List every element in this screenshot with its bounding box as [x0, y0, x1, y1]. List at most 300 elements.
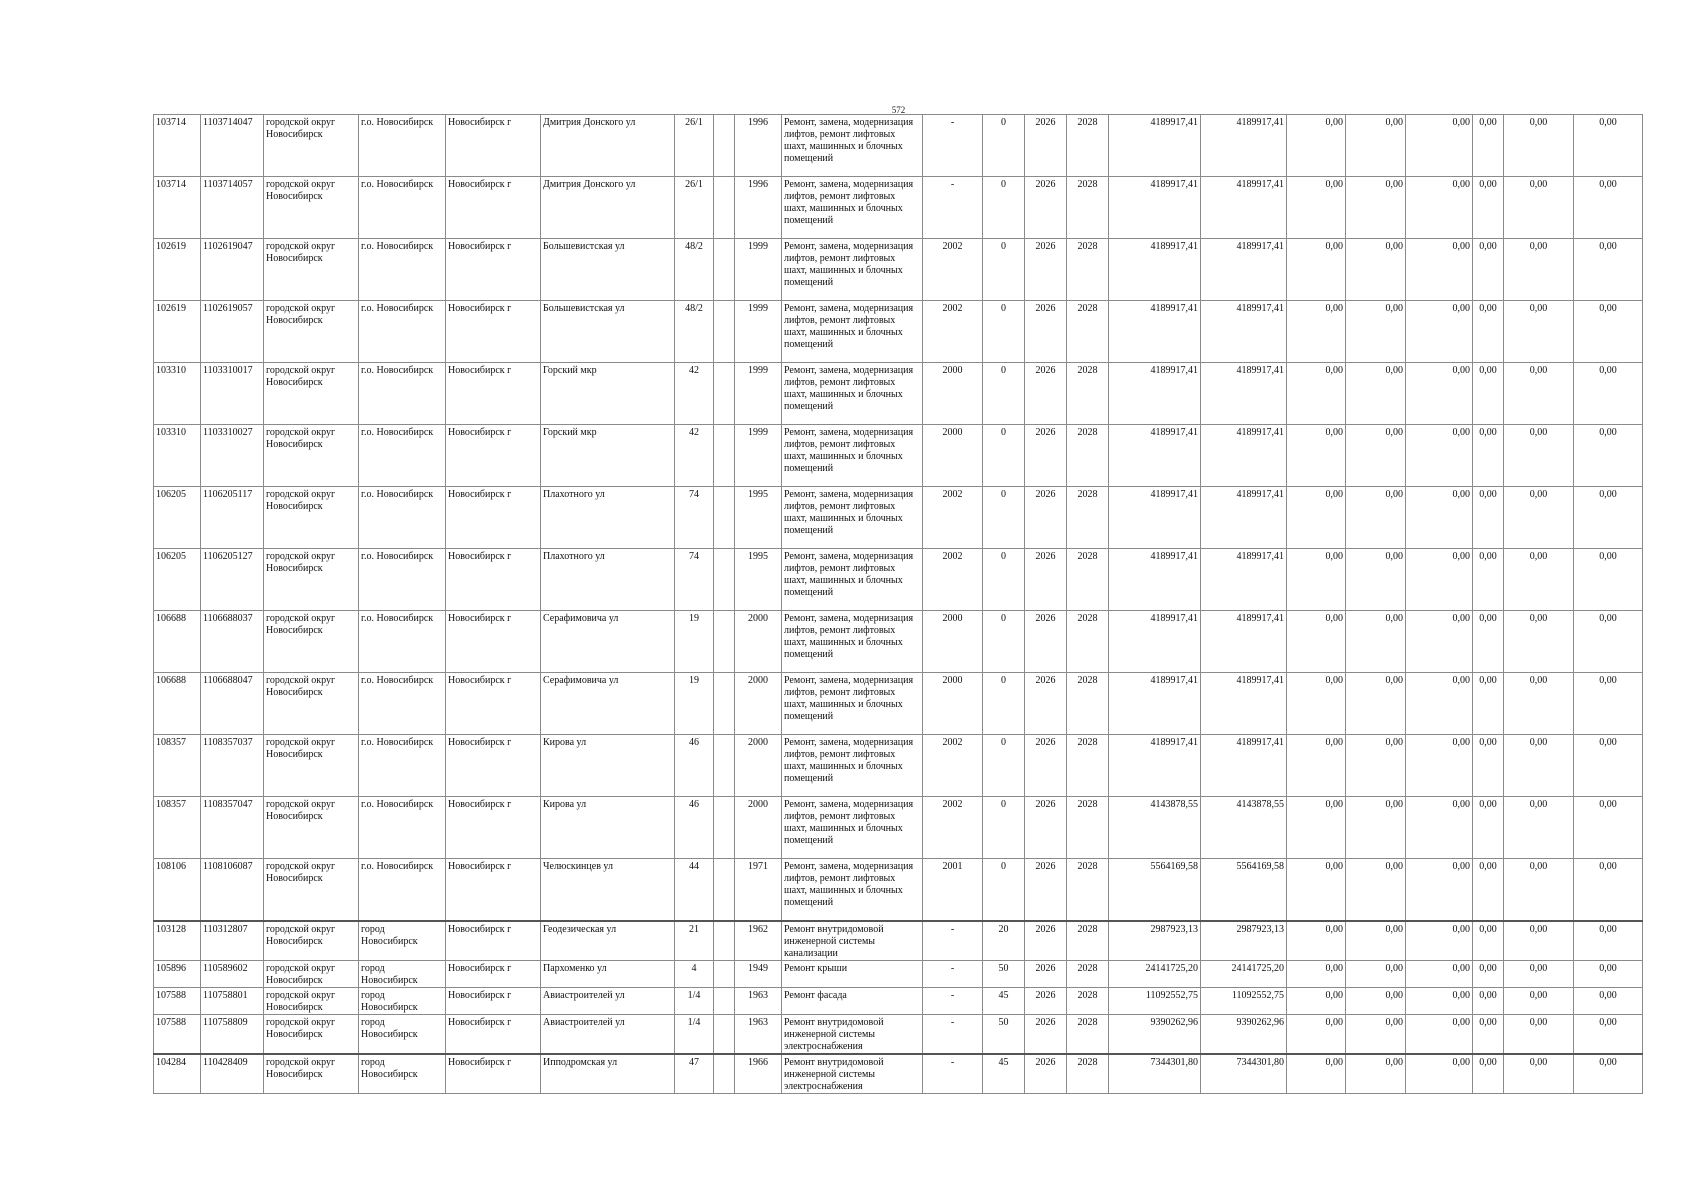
cell-record-id: 107588 — [154, 987, 201, 1014]
cell-house-number: 19 — [675, 611, 714, 673]
cell-other-funds: 0,00 — [1504, 735, 1574, 797]
cell-last-repair-year: 2002 — [923, 301, 983, 363]
cell-record-id: 103128 — [154, 921, 201, 961]
cell-federal-funds: 0,00 — [1287, 921, 1346, 961]
cell-build-year: 1999 — [735, 425, 782, 487]
cell-last-repair-year: - — [923, 1054, 983, 1094]
cell-build-year: 1966 — [735, 1054, 782, 1094]
cell-owner-funds: 0,00 — [1473, 425, 1504, 487]
cell-house-number: 46 — [675, 797, 714, 859]
cell-building-letter — [714, 487, 735, 549]
cell-building-letter — [714, 611, 735, 673]
cell-municipality: городской округ Новосибирск — [264, 921, 359, 961]
cell-work-type: Ремонт крыши — [782, 960, 923, 987]
cell-federal-funds: 0,00 — [1287, 177, 1346, 239]
cell-regional-funds: 0,00 — [1346, 797, 1406, 859]
cell-house-number: 1/4 — [675, 1014, 714, 1054]
cell-plan-end-year: 2028 — [1067, 363, 1109, 425]
cell-wear-percent: 0 — [983, 363, 1025, 425]
cell-street: Челюскинцев ул — [541, 859, 675, 921]
cell-federal-funds: 0,00 — [1287, 301, 1346, 363]
cell-work-type: Ремонт, замена, модернизация лифтов, ремонт лифтовых шахт, машинных и блочных помещений — [782, 301, 923, 363]
cell-element-id: 1103714057 — [201, 177, 264, 239]
cell-element-id: 110758801 — [201, 987, 264, 1014]
cell-municipality: городской округ Новосибирск — [264, 611, 359, 673]
cell-regional-fund-cost: 4189917,41 — [1201, 301, 1287, 363]
cell-record-id: 103714 — [154, 115, 201, 177]
cell-settlement: город Новосибирск — [359, 1054, 446, 1094]
cell-build-year: 1999 — [735, 239, 782, 301]
cell-plan-start-year: 2026 — [1025, 859, 1067, 921]
cell-federal-funds: 0,00 — [1287, 611, 1346, 673]
cell-total-cost: 4189917,41 — [1109, 611, 1201, 673]
cell-locality: Новосибирск г — [446, 239, 541, 301]
table-row — [154, 301, 1643, 363]
cell-element-id: 1108106087 — [201, 859, 264, 921]
cell-total-cost: 9390262,96 — [1109, 1014, 1201, 1054]
cell-other-funds: 0,00 — [1504, 611, 1574, 673]
cell-building-letter — [714, 1054, 735, 1094]
cell-street: Плахотного ул — [541, 549, 675, 611]
table-row — [154, 177, 1643, 239]
cell-other-funds: 0,00 — [1504, 673, 1574, 735]
cell-build-year: 2000 — [735, 611, 782, 673]
cell-local-funds: 0,00 — [1406, 960, 1473, 987]
cell-settlement: город Новосибирск — [359, 960, 446, 987]
cell-settlement: г.о. Новосибирск — [359, 239, 446, 301]
cell-last-repair-year: 2002 — [923, 487, 983, 549]
cell-element-id: 1106205117 — [201, 487, 264, 549]
cell-locality: Новосибирск г — [446, 177, 541, 239]
cell-element-id: 1103310017 — [201, 363, 264, 425]
cell-wear-percent: 45 — [983, 987, 1025, 1014]
cell-work-type: Ремонт фасада — [782, 987, 923, 1014]
cell-wear-percent: 0 — [983, 301, 1025, 363]
cell-element-id: 1108357047 — [201, 797, 264, 859]
cell-work-type: Ремонт, замена, модернизация лифтов, ремонт лифтовых шахт, машинных и блочных помещений — [782, 363, 923, 425]
cell-street: Авиастроителей ул — [541, 1014, 675, 1054]
cell-street: Дмитрия Донского ул — [541, 177, 675, 239]
cell-reserve-funds: 0,00 — [1574, 987, 1643, 1014]
cell-owner-funds: 0,00 — [1473, 177, 1504, 239]
cell-last-repair-year: 2000 — [923, 611, 983, 673]
cell-local-funds: 0,00 — [1406, 673, 1473, 735]
cell-municipality: городской округ Новосибирск — [264, 735, 359, 797]
cell-wear-percent: 0 — [983, 239, 1025, 301]
cell-plan-start-year: 2026 — [1025, 673, 1067, 735]
cell-owner-funds: 0,00 — [1473, 797, 1504, 859]
cell-work-type: Ремонт, замена, модернизация лифтов, ремонт лифтовых шахт, машинных и блочных помещений — [782, 549, 923, 611]
cell-regional-funds: 0,00 — [1346, 735, 1406, 797]
cell-settlement: г.о. Новосибирск — [359, 487, 446, 549]
cell-owner-funds: 0,00 — [1473, 960, 1504, 987]
cell-regional-funds: 0,00 — [1346, 921, 1406, 961]
cell-wear-percent: 20 — [983, 921, 1025, 961]
cell-last-repair-year: - — [923, 987, 983, 1014]
table-row — [154, 1054, 1643, 1094]
cell-total-cost: 4189917,41 — [1109, 735, 1201, 797]
cell-federal-funds: 0,00 — [1287, 859, 1346, 921]
table-row — [154, 859, 1643, 921]
cell-wear-percent: 0 — [983, 115, 1025, 177]
cell-reserve-funds: 0,00 — [1574, 960, 1643, 987]
cell-work-type: Ремонт, замена, модернизация лифтов, ремонт лифтовых шахт, машинных и блочных помещений — [782, 177, 923, 239]
cell-building-letter — [714, 177, 735, 239]
cell-wear-percent: 0 — [983, 487, 1025, 549]
cell-element-id: 110312807 — [201, 921, 264, 961]
cell-regional-funds: 0,00 — [1346, 960, 1406, 987]
cell-street: Большевистская ул — [541, 239, 675, 301]
cell-record-id: 104284 — [154, 1054, 201, 1094]
cell-reserve-funds: 0,00 — [1574, 177, 1643, 239]
cell-settlement: город Новосибирск — [359, 987, 446, 1014]
cell-work-type: Ремонт внутридомовой инженерной системы канализации — [782, 921, 923, 961]
cell-building-letter — [714, 1014, 735, 1054]
cell-plan-start-year: 2026 — [1025, 363, 1067, 425]
cell-last-repair-year: 2000 — [923, 363, 983, 425]
cell-regional-funds: 0,00 — [1346, 177, 1406, 239]
cell-total-cost: 2987923,13 — [1109, 921, 1201, 961]
cell-total-cost: 4189917,41 — [1109, 115, 1201, 177]
cell-wear-percent: 0 — [983, 735, 1025, 797]
cell-other-funds: 0,00 — [1504, 177, 1574, 239]
cell-house-number: 19 — [675, 673, 714, 735]
cell-regional-funds: 0,00 — [1346, 425, 1406, 487]
cell-build-year: 1962 — [735, 921, 782, 961]
cell-work-type: Ремонт внутридомовой инженерной системы электроснабжения — [782, 1054, 923, 1094]
cell-element-id: 1106688047 — [201, 673, 264, 735]
cell-house-number: 42 — [675, 425, 714, 487]
cell-other-funds: 0,00 — [1504, 549, 1574, 611]
cell-owner-funds: 0,00 — [1473, 611, 1504, 673]
cell-municipality: городской округ Новосибирск — [264, 177, 359, 239]
cell-regional-funds: 0,00 — [1346, 611, 1406, 673]
cell-total-cost: 4189917,41 — [1109, 177, 1201, 239]
cell-reserve-funds: 0,00 — [1574, 797, 1643, 859]
cell-locality: Новосибирск г — [446, 301, 541, 363]
cell-wear-percent: 0 — [983, 177, 1025, 239]
table-row — [154, 960, 1643, 987]
cell-local-funds: 0,00 — [1406, 1054, 1473, 1094]
cell-other-funds: 0,00 — [1504, 987, 1574, 1014]
cell-other-funds: 0,00 — [1504, 960, 1574, 987]
cell-locality: Новосибирск г — [446, 425, 541, 487]
cell-total-cost: 4189917,41 — [1109, 425, 1201, 487]
table-row — [154, 239, 1643, 301]
cell-plan-end-year: 2028 — [1067, 673, 1109, 735]
cell-settlement: г.о. Новосибирск — [359, 859, 446, 921]
cell-owner-funds: 0,00 — [1473, 487, 1504, 549]
cell-locality: Новосибирск г — [446, 960, 541, 987]
cell-work-type: Ремонт, замена, модернизация лифтов, ремонт лифтовых шахт, машинных и блочных помещений — [782, 425, 923, 487]
cell-plan-end-year: 2028 — [1067, 1054, 1109, 1094]
cell-regional-fund-cost: 4189917,41 — [1201, 115, 1287, 177]
cell-house-number: 46 — [675, 735, 714, 797]
cell-work-type: Ремонт, замена, модернизация лифтов, ремонт лифтовых шахт, машинных и блочных помещений — [782, 673, 923, 735]
cell-federal-funds: 0,00 — [1287, 487, 1346, 549]
cell-street: Дмитрия Донского ул — [541, 115, 675, 177]
table-body — [154, 115, 1643, 1094]
cell-reserve-funds: 0,00 — [1574, 487, 1643, 549]
cell-owner-funds: 0,00 — [1473, 239, 1504, 301]
cell-settlement: г.о. Новосибирск — [359, 549, 446, 611]
cell-federal-funds: 0,00 — [1287, 363, 1346, 425]
cell-element-id: 1103310027 — [201, 425, 264, 487]
cell-last-repair-year: 2000 — [923, 425, 983, 487]
cell-owner-funds: 0,00 — [1473, 987, 1504, 1014]
cell-municipality: городской округ Новосибирск — [264, 363, 359, 425]
cell-record-id: 106205 — [154, 487, 201, 549]
cell-building-letter — [714, 363, 735, 425]
cell-record-id: 105896 — [154, 960, 201, 987]
cell-build-year: 1996 — [735, 177, 782, 239]
cell-last-repair-year: 2002 — [923, 735, 983, 797]
cell-regional-fund-cost: 7344301,80 — [1201, 1054, 1287, 1094]
cell-plan-end-year: 2028 — [1067, 859, 1109, 921]
cell-regional-fund-cost: 9390262,96 — [1201, 1014, 1287, 1054]
table-row — [154, 549, 1643, 611]
cell-work-type: Ремонт, замена, модернизация лифтов, ремонт лифтовых шахт, машинных и блочных помещений — [782, 487, 923, 549]
cell-wear-percent: 0 — [983, 797, 1025, 859]
cell-federal-funds: 0,00 — [1287, 239, 1346, 301]
cell-regional-fund-cost: 4189917,41 — [1201, 611, 1287, 673]
cell-plan-end-year: 2028 — [1067, 987, 1109, 1014]
cell-house-number: 47 — [675, 1054, 714, 1094]
cell-local-funds: 0,00 — [1406, 239, 1473, 301]
cell-wear-percent: 0 — [983, 549, 1025, 611]
cell-plan-start-year: 2026 — [1025, 797, 1067, 859]
cell-federal-funds: 0,00 — [1287, 960, 1346, 987]
cell-record-id: 107588 — [154, 1014, 201, 1054]
cell-locality: Новосибирск г — [446, 1014, 541, 1054]
cell-locality: Новосибирск г — [446, 987, 541, 1014]
cell-settlement: г.о. Новосибирск — [359, 301, 446, 363]
cell-owner-funds: 0,00 — [1473, 115, 1504, 177]
cell-last-repair-year: - — [923, 960, 983, 987]
cell-regional-funds: 0,00 — [1346, 859, 1406, 921]
cell-record-id: 103310 — [154, 425, 201, 487]
table-row — [154, 425, 1643, 487]
cell-building-letter — [714, 425, 735, 487]
cell-regional-fund-cost: 4189917,41 — [1201, 425, 1287, 487]
cell-other-funds: 0,00 — [1504, 797, 1574, 859]
cell-street: Большевистская ул — [541, 301, 675, 363]
cell-build-year: 1963 — [735, 987, 782, 1014]
cell-work-type: Ремонт, замена, модернизация лифтов, ремонт лифтовых шахт, машинных и блочных помещений — [782, 115, 923, 177]
table-row — [154, 735, 1643, 797]
cell-work-type: Ремонт, замена, модернизация лифтов, ремонт лифтовых шахт, машинных и блочных помещений — [782, 735, 923, 797]
cell-house-number: 42 — [675, 363, 714, 425]
cell-plan-start-year: 2026 — [1025, 987, 1067, 1014]
cell-element-id: 110758809 — [201, 1014, 264, 1054]
table-row — [154, 673, 1643, 735]
cell-regional-fund-cost: 24141725,20 — [1201, 960, 1287, 987]
cell-street: Серафимовича ул — [541, 673, 675, 735]
cell-local-funds: 0,00 — [1406, 921, 1473, 961]
cell-building-letter — [714, 960, 735, 987]
cell-regional-fund-cost: 2987923,13 — [1201, 921, 1287, 961]
cell-reserve-funds: 0,00 — [1574, 1054, 1643, 1094]
cell-reserve-funds: 0,00 — [1574, 921, 1643, 961]
cell-build-year: 2000 — [735, 797, 782, 859]
cell-local-funds: 0,00 — [1406, 987, 1473, 1014]
cell-plan-start-year: 2026 — [1025, 301, 1067, 363]
cell-build-year: 2000 — [735, 735, 782, 797]
cell-record-id: 102619 — [154, 239, 201, 301]
cell-municipality: городской округ Новосибирск — [264, 797, 359, 859]
cell-work-type: Ремонт, замена, модернизация лифтов, ремонт лифтовых шахт, машинных и блочных помещений — [782, 239, 923, 301]
cell-regional-funds: 0,00 — [1346, 549, 1406, 611]
cell-plan-end-year: 2028 — [1067, 611, 1109, 673]
cell-settlement: г.о. Новосибирск — [359, 735, 446, 797]
cell-plan-start-year: 2026 — [1025, 239, 1067, 301]
cell-total-cost: 24141725,20 — [1109, 960, 1201, 987]
cell-work-type: Ремонт, замена, модернизация лифтов, ремонт лифтовых шахт, машинных и блочных помещений — [782, 859, 923, 921]
cell-building-letter — [714, 673, 735, 735]
cell-reserve-funds: 0,00 — [1574, 673, 1643, 735]
cell-locality: Новосибирск г — [446, 797, 541, 859]
cell-owner-funds: 0,00 — [1473, 921, 1504, 961]
cell-total-cost: 11092552,75 — [1109, 987, 1201, 1014]
cell-local-funds: 0,00 — [1406, 611, 1473, 673]
cell-locality: Новосибирск г — [446, 921, 541, 961]
cell-element-id: 110589602 — [201, 960, 264, 987]
cell-owner-funds: 0,00 — [1473, 1014, 1504, 1054]
cell-plan-start-year: 2026 — [1025, 735, 1067, 797]
cell-regional-funds: 0,00 — [1346, 673, 1406, 735]
cell-regional-funds: 0,00 — [1346, 1014, 1406, 1054]
cell-build-year: 1999 — [735, 301, 782, 363]
cell-last-repair-year: 2002 — [923, 239, 983, 301]
cell-municipality: городской округ Новосибирск — [264, 859, 359, 921]
cell-total-cost: 4189917,41 — [1109, 363, 1201, 425]
cell-other-funds: 0,00 — [1504, 239, 1574, 301]
cell-last-repair-year: - — [923, 115, 983, 177]
cell-building-letter — [714, 859, 735, 921]
cell-plan-end-year: 2028 — [1067, 1014, 1109, 1054]
cell-municipality: городской округ Новосибирск — [264, 487, 359, 549]
cell-plan-start-year: 2026 — [1025, 425, 1067, 487]
cell-settlement: г.о. Новосибирск — [359, 363, 446, 425]
cell-municipality: городской округ Новосибирск — [264, 960, 359, 987]
cell-record-id: 108357 — [154, 735, 201, 797]
cell-other-funds: 0,00 — [1504, 1014, 1574, 1054]
cell-reserve-funds: 0,00 — [1574, 115, 1643, 177]
cell-federal-funds: 0,00 — [1287, 735, 1346, 797]
cell-owner-funds: 0,00 — [1473, 363, 1504, 425]
cell-street: Горский мкр — [541, 363, 675, 425]
capital-repair-table — [153, 114, 1643, 1094]
cell-federal-funds: 0,00 — [1287, 549, 1346, 611]
cell-record-id: 108106 — [154, 859, 201, 921]
cell-local-funds: 0,00 — [1406, 735, 1473, 797]
cell-building-letter — [714, 115, 735, 177]
cell-street: Ипподромская ул — [541, 1054, 675, 1094]
cell-plan-start-year: 2026 — [1025, 115, 1067, 177]
cell-building-letter — [714, 239, 735, 301]
cell-house-number: 48/2 — [675, 301, 714, 363]
cell-settlement: г.о. Новосибирск — [359, 177, 446, 239]
cell-wear-percent: 50 — [983, 960, 1025, 987]
cell-plan-end-year: 2028 — [1067, 301, 1109, 363]
cell-regional-fund-cost: 4189917,41 — [1201, 549, 1287, 611]
cell-build-year: 2000 — [735, 673, 782, 735]
cell-build-year: 1996 — [735, 115, 782, 177]
cell-house-number: 74 — [675, 487, 714, 549]
table-row — [154, 115, 1643, 177]
cell-element-id: 1102619057 — [201, 301, 264, 363]
cell-federal-funds: 0,00 — [1287, 797, 1346, 859]
cell-regional-fund-cost: 4189917,41 — [1201, 239, 1287, 301]
table-row — [154, 921, 1643, 961]
cell-record-id: 106688 — [154, 611, 201, 673]
page-number: 572 — [891, 105, 906, 115]
cell-wear-percent: 0 — [983, 425, 1025, 487]
cell-reserve-funds: 0,00 — [1574, 425, 1643, 487]
cell-house-number: 48/2 — [675, 239, 714, 301]
cell-reserve-funds: 0,00 — [1574, 1014, 1643, 1054]
cell-build-year: 1949 — [735, 960, 782, 987]
cell-build-year: 1971 — [735, 859, 782, 921]
cell-element-id: 1102619047 — [201, 239, 264, 301]
cell-plan-start-year: 2026 — [1025, 177, 1067, 239]
cell-municipality: городской округ Новосибирск — [264, 549, 359, 611]
cell-reserve-funds: 0,00 — [1574, 363, 1643, 425]
cell-plan-end-year: 2028 — [1067, 239, 1109, 301]
cell-house-number: 1/4 — [675, 987, 714, 1014]
cell-record-id: 103310 — [154, 363, 201, 425]
cell-building-letter — [714, 921, 735, 961]
cell-wear-percent: 45 — [983, 1054, 1025, 1094]
cell-locality: Новосибирск г — [446, 673, 541, 735]
cell-element-id: 1106205127 — [201, 549, 264, 611]
cell-municipality: городской округ Новосибирск — [264, 987, 359, 1014]
cell-federal-funds: 0,00 — [1287, 1014, 1346, 1054]
cell-street: Плахотного ул — [541, 487, 675, 549]
cell-other-funds: 0,00 — [1504, 301, 1574, 363]
cell-regional-fund-cost: 11092552,75 — [1201, 987, 1287, 1014]
cell-last-repair-year: 2000 — [923, 673, 983, 735]
cell-settlement: г.о. Новосибирск — [359, 115, 446, 177]
cell-regional-fund-cost: 5564169,58 — [1201, 859, 1287, 921]
cell-plan-start-year: 2026 — [1025, 921, 1067, 961]
cell-last-repair-year: 2002 — [923, 549, 983, 611]
cell-street: Горский мкр — [541, 425, 675, 487]
cell-municipality: городской округ Новосибирск — [264, 301, 359, 363]
cell-local-funds: 0,00 — [1406, 487, 1473, 549]
cell-plan-start-year: 2026 — [1025, 487, 1067, 549]
cell-total-cost: 4189917,41 — [1109, 549, 1201, 611]
cell-house-number: 44 — [675, 859, 714, 921]
cell-plan-end-year: 2028 — [1067, 960, 1109, 987]
cell-municipality: городской округ Новосибирск — [264, 239, 359, 301]
cell-local-funds: 0,00 — [1406, 301, 1473, 363]
cell-plan-start-year: 2026 — [1025, 611, 1067, 673]
cell-street: Геодезическая ул — [541, 921, 675, 961]
cell-total-cost: 4189917,41 — [1109, 487, 1201, 549]
cell-owner-funds: 0,00 — [1473, 549, 1504, 611]
cell-total-cost: 4189917,41 — [1109, 239, 1201, 301]
cell-house-number: 4 — [675, 960, 714, 987]
cell-other-funds: 0,00 — [1504, 115, 1574, 177]
cell-element-id: 1106688037 — [201, 611, 264, 673]
cell-work-type: Ремонт внутридомовой инженерной системы электроснабжения — [782, 1014, 923, 1054]
cell-locality: Новосибирск г — [446, 549, 541, 611]
cell-wear-percent: 0 — [983, 859, 1025, 921]
cell-federal-funds: 0,00 — [1287, 673, 1346, 735]
cell-local-funds: 0,00 — [1406, 797, 1473, 859]
cell-last-repair-year: - — [923, 177, 983, 239]
